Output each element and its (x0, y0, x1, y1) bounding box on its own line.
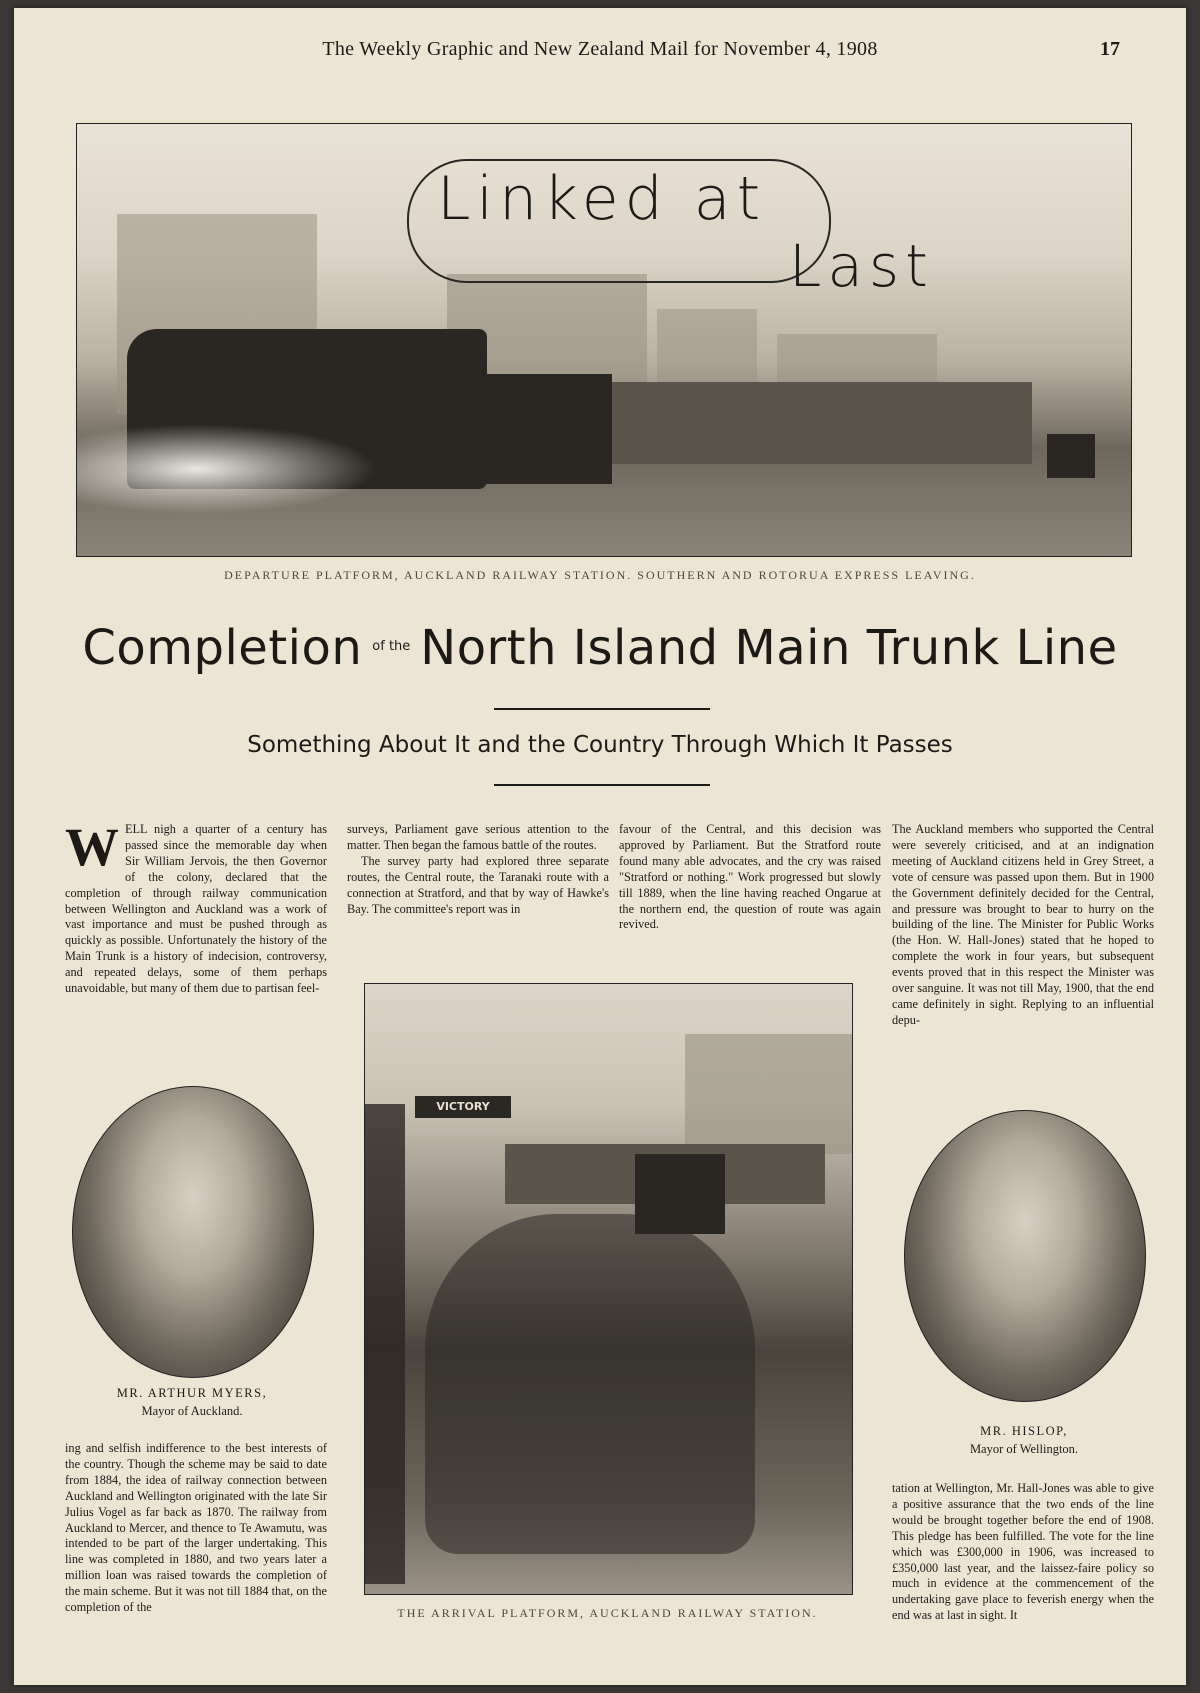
distant-engine-shape (1047, 434, 1095, 478)
newspaper-page (14, 8, 1186, 1685)
banner-title-line1: Linked at (437, 164, 767, 234)
page-number: 17 (1100, 38, 1120, 60)
article-column-3 (619, 822, 881, 933)
subheadline: Something About It and the Country Through Which It Passes (247, 732, 953, 758)
headline-right: North Island Main Trunk Line (420, 620, 1118, 676)
portrait-caption (72, 1384, 312, 1420)
portrait-arthur-myers (72, 1086, 314, 1378)
banner-caption: DEPARTURE PLATFORM, AUCKLAND RAILWAY STATION. SOUTHERN AND ROTORUA EXPRESS LEAVING. (224, 568, 976, 582)
portrait-name: MR. ARTHUR MYERS, (116, 1386, 268, 1400)
arrival-platform-photograph (364, 983, 853, 1595)
article-text: favour of the Central, and this decision was approved by Parliament. But the Stratford route found many able advocates, and the cry was raised "Stratford or nothing." Work progressed but slowly till 1889, when the line having reached Ongarue at the northern end, the question of route was again revived. (619, 822, 881, 932)
carriages-shape (612, 382, 1032, 464)
banner-title-line2: Last (789, 232, 934, 300)
masthead: The Weekly Graphic and New Zealand Mail for November 4, 1908 (322, 38, 878, 60)
building-shape (685, 1034, 852, 1154)
portrait-title: Mayor of Auckland. (141, 1404, 243, 1418)
portrait-hislop (904, 1110, 1146, 1402)
article-column-4-continued (892, 1481, 1154, 1624)
arrival-caption: THE ARRIVAL PLATFORM, AUCKLAND RAILWAY STATION. (397, 1606, 818, 1620)
article-column-2 (347, 822, 609, 917)
steam-cloud (77, 424, 377, 514)
article-column-1-continued (65, 1441, 327, 1616)
article-text: The survey party had explored three separate routes, the Central route, the Taranaki route with a connection at Stratford, and that by way of Hawke's Bay. The committee's report was in (347, 853, 609, 916)
tender-shape (482, 374, 612, 484)
drop-cap: W (65, 817, 119, 877)
divider-rule (494, 784, 710, 786)
headline-left: Completion (82, 620, 363, 676)
portrait-title: Mayor of Wellington. (969, 1442, 1079, 1456)
portrait-name: MR. HISLOP, (980, 1424, 1068, 1438)
article-text: ELL nigh a quarter of a century has passed since the memorable day when Sir William Jervois, the then Governor of the colony, declared that the completion of through railway communication between Wellington and Auckland was a work of vast importance and must be pushed through as quickly as possible. Unfortunately the history of the Main Trunk is a history of indecision, controversy, and repeated delays, some of them perhaps unavoidable, but many of them due to partisan feel- (65, 822, 327, 996)
crowd-shape (425, 1214, 755, 1554)
article-text: ing and selfish indifference to the best interests of the country. Though the scheme may be said to date from 1884, the idea of railway connection between Auckland and Wellington originated with the late Sir Julius Vogel as far back as 1870. The railway from Auckland to Mercer, and thence to Te Awamutu, was intended to be part of the larger undertaking. This line was completed in 1880, and two years later a million loan was raised towards the completion of the main scheme. But it was not till 1884 that, on the completion of the (65, 1441, 327, 1615)
article-column-1 (65, 817, 327, 997)
victory-sign: VICTORY (415, 1096, 511, 1118)
banner-photograph (76, 123, 1132, 557)
train-side-shape (365, 1104, 405, 1584)
article-text: surveys, Parliament gave serious attention to the matter. Then began the famous battle of the routes. (347, 822, 609, 852)
article-column-4 (892, 822, 1154, 1029)
headline (14, 620, 1186, 676)
article-text: tation at Wellington, Mr. Hall-Jones was able to give a positive assurance that the two ends of the line would be brought together before the end of 1908. This pledge has been fulfilled. The vote for the line which was £300,000 in 1906, was increased to £350,000 last year, and the laissez-faire policy so much in evidence at the commencement of the undertaking gave place to feverish energy when the end was at last in sight. It (892, 1481, 1154, 1623)
headline-of-the: of the (372, 639, 411, 654)
divider-rule (494, 708, 710, 710)
article-text: The Auckland members who supported the Central were severely criticised, and at an indignation meeting of Auckland citizens held in Grey Street, a vote of censure was passed upon them. But in 1900 the Government definitely decided for the Central, and pressure was brought to bear to hurry on the building of the line. The Minister for Public Works (the Hon. W. Hall-Jones) stated that he hoped to complete the work in four years, but subsequent events proved that in this respect the Minister was over sanguine. It was not till May, 1900, that the end came definitely in sight. Replying to an influential depu- (892, 822, 1154, 1027)
portrait-caption (904, 1422, 1144, 1458)
